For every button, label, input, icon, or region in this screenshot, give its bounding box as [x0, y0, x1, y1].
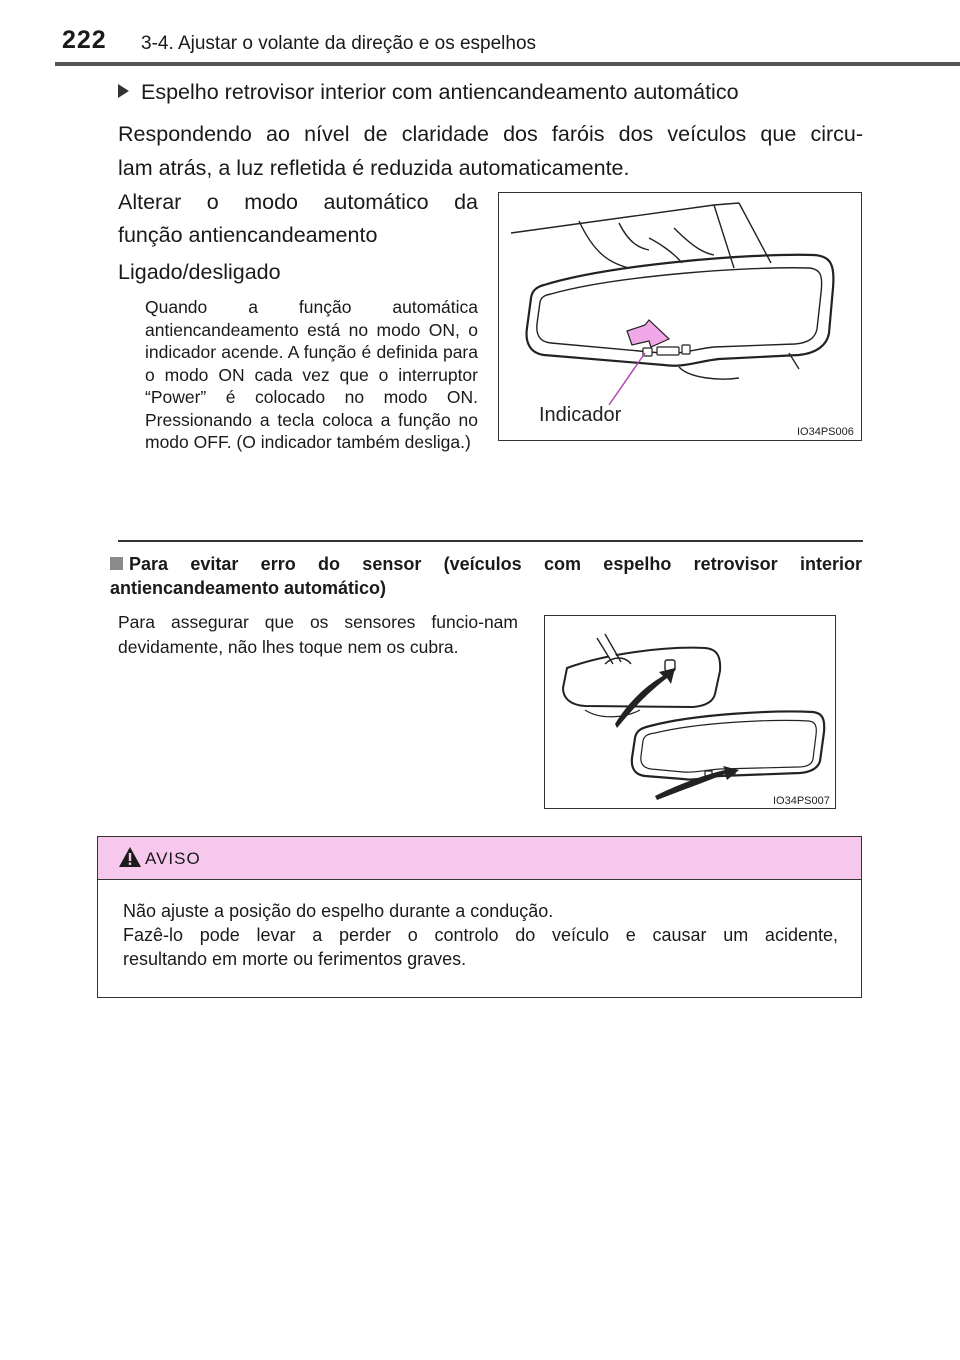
figure-code-2: IO34PS007 — [773, 795, 830, 807]
warning-line-2: Fazê-lo pode levar a perder o controlo do veículo e causar um acidente, — [123, 925, 838, 945]
subheading-text: Espelho retrovisor interior com antiencandeamento automático — [141, 80, 739, 104]
square-bullet-icon — [110, 557, 123, 570]
mirror-sensors-illustration — [545, 616, 835, 808]
figure-code-1: IO34PS006 — [797, 426, 854, 438]
subheading — [118, 80, 739, 105]
mirror-indicator-illustration — [499, 193, 861, 440]
intro-line-2: lam atrás, a luz refletida é reduzida automaticamente. — [118, 156, 630, 180]
warning-line-1: Não ajuste a posição do espelho durante a condução. — [123, 901, 554, 921]
section-title: 3-4. Ajustar o volante da direção e os espelhos — [141, 33, 537, 54]
figure-mirror-indicator — [498, 192, 862, 441]
warning-title: AVISO — [145, 849, 201, 868]
change-mode-line-2: função antiencandeamento — [118, 223, 378, 247]
intro-line-1: Respondendo ao nível de claridade dos faróis dos veículos que circu- — [118, 122, 863, 146]
warning-body — [123, 899, 838, 971]
figure-mirror-sensors — [544, 615, 836, 809]
warning-header — [98, 837, 861, 880]
indicator-label: Indicador — [539, 404, 622, 426]
header-rule — [55, 62, 960, 66]
change-mode-line-1: Alterar o modo automático da — [118, 190, 478, 214]
note-body: Para assegurar que os sensores funcio-nam devidamente, não lhes toque nem os cubra. — [118, 612, 518, 657]
note-heading-text: Para evitar erro do sensor (veículos com espelho retrovisor interior antiencandeamento automático) — [110, 554, 862, 598]
section-divider — [118, 540, 863, 542]
page-number: 222 — [62, 26, 107, 54]
warning-triangle-icon — [118, 846, 142, 868]
note-heading — [110, 552, 862, 600]
mode-description: Quando a função automática antiencandeamento está no modo ON, o indicador acende. A função é definida para o modo ON cada vez que o interruptor “Power” é colocado no modo ON. Pressionando a tecla coloca a função no modo OFF. (O indicador também desliga.) — [145, 297, 478, 452]
triangle-bullet-icon — [118, 84, 129, 98]
intro-paragraph — [118, 117, 863, 185]
warning-line-3: resultando em morte ou ferimentos graves. — [123, 949, 467, 969]
on-off-label: Ligado/desligado — [118, 260, 281, 284]
warning-box — [97, 836, 862, 998]
